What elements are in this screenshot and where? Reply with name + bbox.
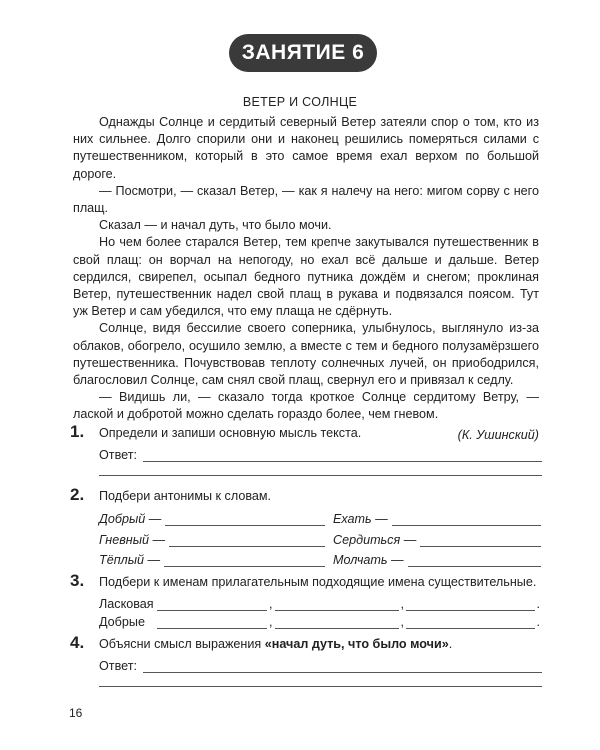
task-question (99, 637, 452, 651)
story-paragraph: Сказал — и начал дуть, что было мочи. (99, 218, 332, 233)
word-label: Добрый — (99, 512, 162, 526)
story-title: ВЕТЕР И СОЛНЦЕ (242, 95, 358, 109)
question-text: Объясни смысл выражения (99, 637, 265, 651)
noun-line[interactable] (275, 614, 399, 629)
story-text (73, 114, 539, 444)
noun-line[interactable] (275, 596, 399, 611)
page-number: 16 (69, 706, 83, 720)
word-label: Молчать — (333, 553, 404, 567)
comma: , (400, 615, 404, 629)
task-number: 4. (70, 633, 85, 652)
lesson-badge: ЗАНЯТИЕ 6 (229, 34, 377, 72)
answer-line[interactable] (99, 686, 542, 687)
answer-label: Ответ: (99, 659, 137, 673)
answer-line[interactable] (143, 447, 542, 462)
noun-line[interactable] (157, 614, 267, 629)
task-question: Определи и запиши основную мысль текста. (99, 426, 362, 440)
comma: , (400, 597, 404, 611)
story-paragraph: Однажды Солнце и сердитый северный Ветер затеяли спор о том, кто из них сильнее. Долго спорили они и наконец решились померяться силами с путешественником, который в это самое время ехал верхом по большой дороге. (73, 115, 539, 181)
antonym-row (333, 508, 541, 526)
task-number: 3. (70, 571, 85, 590)
noun-line[interactable] (406, 614, 535, 629)
adjective-label: Ласковая (99, 597, 154, 611)
question-text: . (448, 637, 453, 651)
story-paragraph: Солнце, видя бессилие своего соперника, улыбнулось, выглянуло из-за облаков, обогрело, осушило землю, а вместе с тем и бедного полузамёрзшего путешественника. Почувствовав теплоту солнечных лучей, он приободрился, благословил Солнце, сам снял свой плащ, свернул его и привязал к седлу. (73, 321, 539, 388)
noun-line[interactable] (406, 596, 535, 611)
antonym-line[interactable] (164, 552, 325, 567)
period: . (536, 597, 540, 611)
antonym-row (99, 529, 325, 547)
answer-row (99, 655, 542, 673)
antonym-row (333, 549, 541, 567)
word-label: Ехать — (333, 512, 388, 526)
antonym-row (333, 529, 541, 547)
noun-line[interactable] (157, 596, 267, 611)
answer-line[interactable] (143, 658, 542, 673)
antonym-line[interactable] (392, 511, 541, 526)
answer-row (99, 444, 542, 462)
question-expression: «начал дуть, что было мочи» (264, 637, 449, 651)
period: . (536, 615, 540, 629)
task-question: Подбери к именам прилагательным подходящие имена существительные. (99, 575, 537, 589)
word-label: Гневный — (99, 533, 166, 547)
story-paragraph: — Видишь ли, — сказало тогда кроткое Солнце сердитому Ветру, — лаской и добротой можно сделать гораздо более, чем гневом. (73, 390, 539, 422)
story-author: (К. Ушинский) (457, 427, 539, 442)
antonym-row (99, 549, 325, 567)
antonym-line[interactable] (420, 532, 541, 547)
antonym-line[interactable] (408, 552, 541, 567)
antonym-row (99, 508, 325, 526)
noun-row (99, 611, 542, 629)
comma: , (269, 597, 273, 611)
word-label: Сердиться — (333, 533, 417, 547)
comma: , (269, 615, 273, 629)
adjective-label: Добрые (99, 615, 145, 629)
task-question: Подбери антонимы к словам. (99, 489, 272, 503)
word-label: Тёплый — (99, 553, 161, 567)
noun-row (99, 593, 542, 611)
story-paragraph: — Посмотри, — сказал Ветер, — как я налечу на него: мигом сорву с него плащ. (73, 183, 539, 216)
answer-line[interactable] (99, 475, 542, 476)
antonym-line[interactable] (169, 532, 325, 547)
task-number: 2. (70, 485, 85, 504)
antonym-line[interactable] (165, 511, 325, 526)
answer-label: Ответ: (99, 448, 137, 462)
story-paragraph: Но чем более старался Ветер, тем крепче закутывался путешественник в свой плащ: он ворчал на непогоду, но ехал всё дальше и дальше. Ветер сердился, свирепел, осыпал бедного путника дождём и снегом; проклиная Ветер, путешественник надел свой плащ в рукава и подвязался поясом. Тут уж Ветер и сам убедился, что ему плаща не сдёрнуть. (73, 235, 539, 319)
task-number: 1. (70, 422, 85, 441)
